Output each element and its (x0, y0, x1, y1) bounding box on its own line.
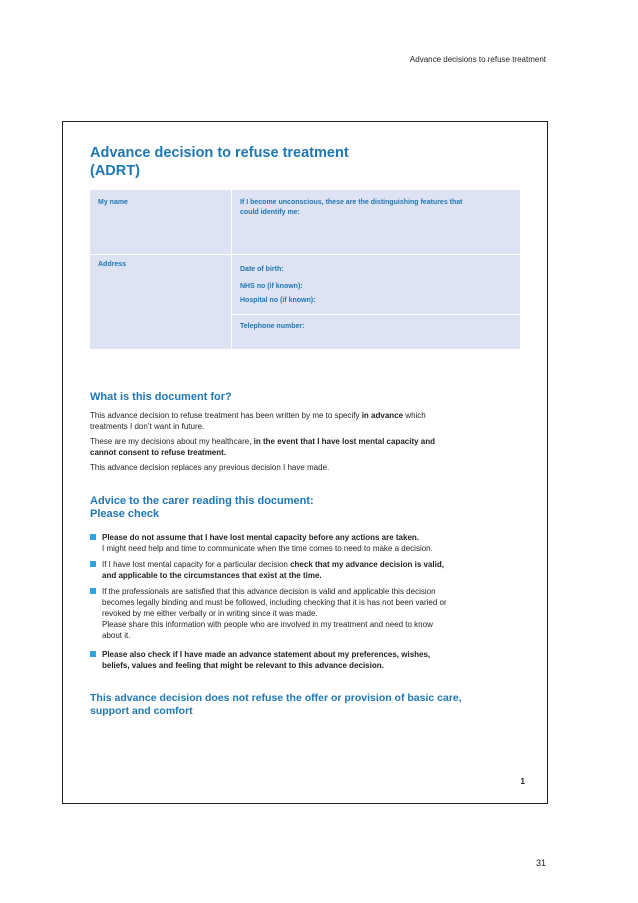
bullet-square-icon (90, 561, 96, 567)
distinguishing-features-field[interactable] (240, 198, 510, 218)
bullet-text: I might need help and time to communicate when the time comes to need to make a decision. (102, 544, 433, 553)
date-of-birth-field[interactable]: Date of birth: (240, 266, 284, 273)
purpose-paragraph-1 (90, 410, 525, 432)
purpose-text: These are my decisions about my healthcare, (90, 437, 254, 446)
advice-bullet-3 (90, 586, 525, 641)
adrt-form-page (62, 121, 548, 804)
purpose-text: This advance decision to refuse treatment has been written by me to specify (90, 411, 362, 420)
form-divider-telephone (232, 314, 520, 315)
bullet-text: becomes legally binding and must be followed, including checking that it is has not been varied or (102, 598, 447, 607)
purpose-paragraph-3: This advance decision replaces any previous decision I have made. (90, 463, 330, 472)
bullet-emphasis: beliefs, values and feeling that might be relevant to this advance decision. (102, 661, 384, 670)
advice-bullet-4 (90, 649, 525, 671)
bullet-text: revoked by me either verbally or in writing since it was made. (102, 609, 318, 618)
purpose-emphasis: cannot consent to refuse treatment. (90, 448, 227, 457)
bullet-square-icon (90, 588, 96, 594)
closing-line-2: support and comfort (90, 705, 193, 717)
page-title (90, 144, 349, 180)
advice-bullet-2 (90, 559, 525, 581)
purpose-paragraph-2 (90, 436, 525, 458)
bullet-text: If the professionals are satisfied that this advance decision is valid and applicable this decision (102, 587, 436, 596)
bullet-text: Please share this information with people who are involved in my treatment and need to know (102, 620, 433, 629)
bullet-emphasis: and applicable to the circumstances that exist at the time. (102, 571, 322, 580)
inner-page-number: 1 (520, 777, 525, 786)
purpose-emphasis: in the event that I have lost mental capacity and (253, 437, 436, 446)
basic-care-statement (90, 692, 520, 718)
form-divider-horizontal (90, 254, 520, 255)
address-field[interactable]: Address (98, 261, 127, 268)
bullet-emphasis: Please do not assume that I have lost mental capacity before any actions are taken. (102, 533, 420, 542)
my-name-field[interactable]: My name (98, 199, 128, 206)
advice-heading-line-2: Please check (90, 508, 160, 520)
page-number: 31 (535, 858, 546, 868)
personal-details-form (90, 190, 520, 349)
section-heading-advice (90, 495, 314, 521)
bullet-text: about it. (102, 631, 131, 640)
bullet-text: If I have lost mental capacity for a particular decision (102, 560, 291, 569)
nhs-number-field[interactable]: NHS no (if known): (240, 283, 303, 290)
telephone-number-field[interactable]: Telephone number: (240, 323, 305, 330)
title-line-2: (ADRT) (90, 163, 140, 179)
bullet-square-icon (90, 534, 96, 540)
title-line-1: Advance decision to refuse treatment (90, 145, 349, 161)
features-label-line-2: could identify me: (240, 209, 300, 216)
closing-line-1: This advance decision does not refuse the offer or provision of basic care, (90, 692, 462, 704)
hospital-number-field[interactable]: Hospital no (if known): (240, 297, 316, 304)
features-label-line-1: If I become unconscious, these are the distinguishing features that (240, 199, 463, 206)
section-heading-purpose: What is this document for? (90, 391, 232, 403)
bullet-emphasis: Please also check if I have made an advance statement about my preferences, wishes, (102, 650, 431, 659)
purpose-emphasis: in advance (361, 411, 404, 420)
advice-bullet-1 (90, 532, 525, 554)
advice-heading-line-1: Advice to the carer reading this document: (90, 495, 314, 507)
purpose-text: treatments I don’t want in future. (90, 422, 205, 431)
form-divider-vertical (231, 190, 232, 349)
running-header: Advance decisions to refuse treatment (409, 55, 546, 64)
bullet-square-icon (90, 651, 96, 657)
bullet-emphasis: check that my advance decision is valid, (290, 560, 444, 569)
purpose-text: which (403, 411, 426, 420)
